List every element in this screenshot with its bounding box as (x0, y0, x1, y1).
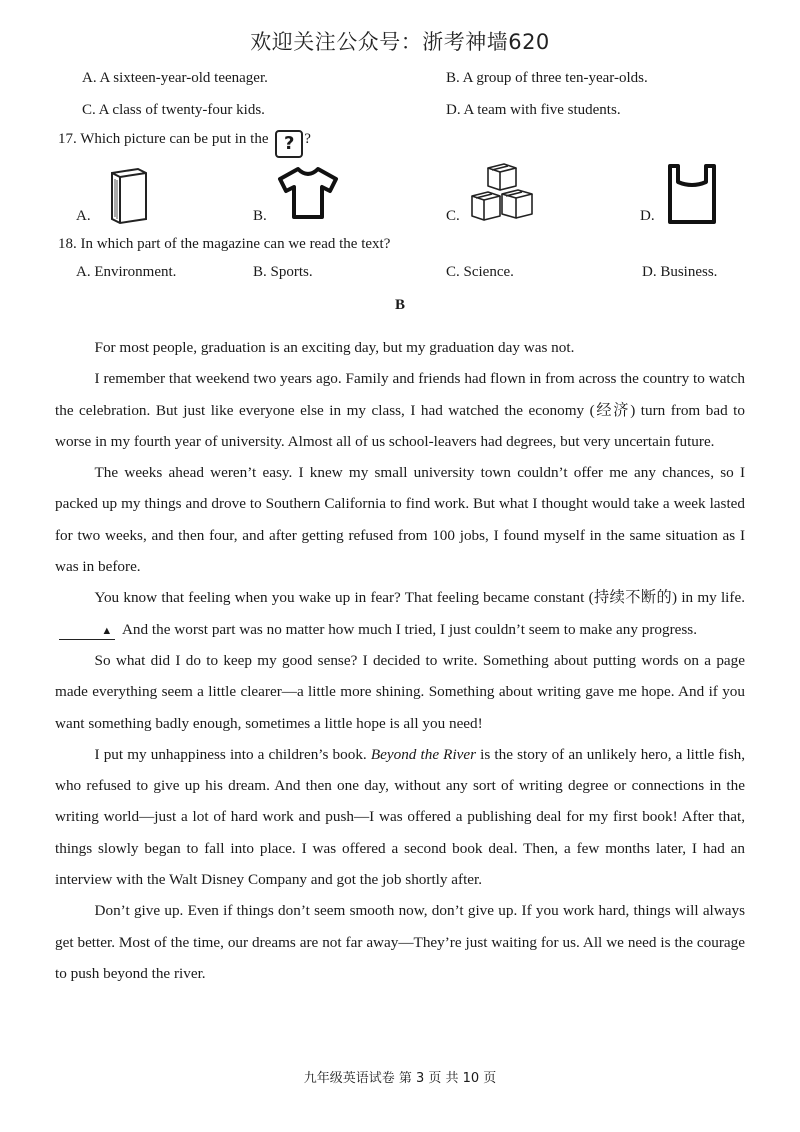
page-footer: 九年级英语试卷 第 3 页 共 10 页 (303, 1071, 497, 1086)
passage-paragraph-1: For most people, graduation is an exciting day, but my graduation day was not. (94, 339, 575, 356)
watermark-header: 欢迎关注公众号：浙考神墙620 (250, 30, 550, 54)
q17-option-d-label[interactable]: D. (640, 208, 655, 224)
q17-option-b-label[interactable]: B. (253, 208, 267, 224)
passage-paragraph-5: So what did I do to keep my good sense? I decided to write. Something about putting words on a page made everything seem a little clearer—a little more shining. Something about writing gave me hope. And if you want something badly enough, sometimes a little hope is all you need! (55, 651, 745, 732)
q17-option-c-label[interactable]: C. (446, 208, 460, 224)
answer-blank[interactable]: ▲ (59, 623, 115, 640)
boxes-icon[interactable] (466, 160, 538, 226)
q16-option-d[interactable]: D. A team with five students. (446, 102, 621, 118)
q18-option-d[interactable]: D. Business. (642, 264, 718, 280)
p4-text-after: And the worst part was no matter how much I tried, I just couldn’t seem to make any progress. (121, 620, 697, 638)
reading-passage (55, 332, 745, 989)
passage-paragraph-2: I remember that weekend two years ago. Family and friends had flown in from across the country to watch the celebration. But just like everyone else in my class, I had watched the economy (经济) turn from bad to worse in my fourth year of university. Almost all of us school-leavers had degrees, but very uncertain future. (55, 370, 745, 450)
passage-paragraph-7: Don’t give up. Even if things don’t seem smooth now, don’t give up. If you work hard, things will always get better. Most of the time, our dreams are not far away—They’re just waiting for us. All we need is the courage to push beyond the river. (55, 902, 745, 982)
book-title: Beyond the River (370, 745, 477, 763)
passage-paragraph-4 (55, 582, 745, 645)
q18-question: 18. In which part of the magazine can we read the text? (58, 236, 391, 252)
passage-paragraph-3: The weeks ahead weren’t easy. I knew my small university town couldn’t offer me any chances, so I packed up my things and drove to Southern California to find work. But what I thought would take a week lasted for two weeks, and then four, and after getting refused from 100 jobs, I found myself in the same situation as I was in before. (55, 464, 745, 576)
p6-text-after: is the story of an unlikely hero, a little fish, who refused to give up his dream. And then one day, without any sort of writing degree or connections in the writing world—just a lot of hard work and push—I was offered a publishing deal for my first book! After that, things slowly began to fall into place. I was offered a second book deal. Then, a few months later, I had an interview with the Walt Disney Company and got the job shortly after. (55, 745, 745, 889)
q16-option-b[interactable]: B. A group of three ten-year-olds. (446, 70, 648, 86)
question-box-icon: ? (275, 130, 303, 158)
bag-icon[interactable] (664, 162, 720, 226)
q17-question (58, 130, 311, 158)
q17-qmark-end: ? (304, 131, 311, 147)
q16-option-a[interactable]: A. A sixteen-year-old teenager. (82, 70, 268, 86)
q18-option-b[interactable]: B. Sports. (253, 264, 313, 280)
q18-option-a[interactable]: A. Environment. (76, 264, 177, 280)
passage-paragraph-6 (55, 739, 745, 895)
q17-option-a-label[interactable]: A. (76, 208, 91, 224)
book-icon[interactable] (104, 165, 154, 225)
tshirt-icon[interactable] (276, 165, 340, 221)
p4-text-before: You know that feeling when you wake up in fear? That feeling became constant (持续不断的) in my life. (94, 589, 745, 607)
section-title: B (394, 297, 405, 313)
q16-option-c[interactable]: C. A class of twenty-four kids. (82, 102, 265, 118)
p6-text-before: I put my unhappiness into a children’s book. (94, 745, 371, 763)
q17-text: 17. Which picture can be put in the (58, 131, 273, 147)
q18-option-c[interactable]: C. Science. (446, 264, 514, 280)
